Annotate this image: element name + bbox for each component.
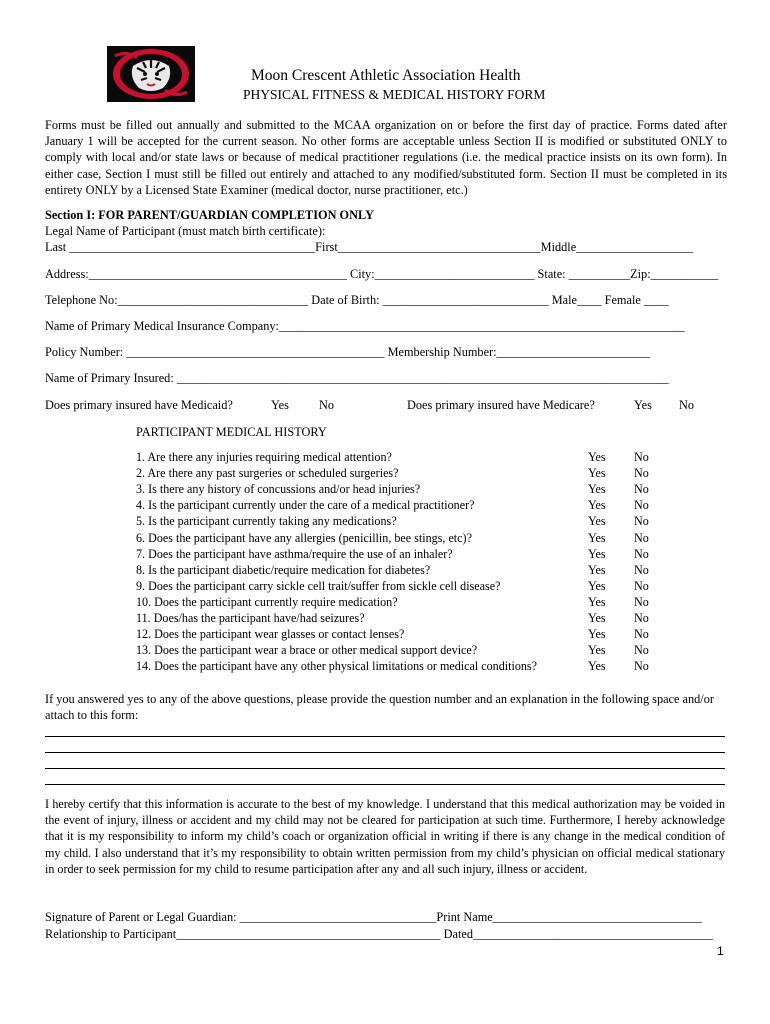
relationship-dated-line[interactable]: Relationship to Participant___________________________________________ Dated_______________________________________ xyxy=(45,927,713,941)
history-question: 10. Does the participant currently require medication? xyxy=(136,594,398,609)
history-question: 8. Is the participant diabetic/require medication for diabetes? xyxy=(136,562,431,577)
history-yes-option[interactable]: Yes xyxy=(588,530,606,545)
medicare-yes-option[interactable]: Yes xyxy=(634,398,652,412)
history-no-option[interactable]: No xyxy=(634,578,649,593)
form-subtitle: PHYSICAL FITNESS & MEDICAL HISTORY FORM xyxy=(243,87,546,102)
history-question: 4. Is the participant currently under the care of a medical practitioner? xyxy=(136,498,475,513)
history-question: 9. Does the participant carry sickle cell trait/suffer from sickle cell disease? xyxy=(136,578,501,593)
history-yes-option[interactable]: Yes xyxy=(588,498,606,513)
history-yes-option[interactable]: Yes xyxy=(588,514,606,529)
history-no-option[interactable]: No xyxy=(634,643,649,658)
form-title: Moon Crescent Athletic Association Health xyxy=(251,67,521,84)
history-no-option[interactable]: No xyxy=(634,659,649,674)
medicare-no-option[interactable]: No xyxy=(679,398,695,412)
history-yes-option[interactable]: Yes xyxy=(588,562,606,577)
history-yes-option[interactable]: Yes xyxy=(588,450,606,464)
name-field-line[interactable]: Last ________________________________________First_________________________________Middle___________________ xyxy=(45,240,693,254)
history-no-option[interactable]: No xyxy=(634,466,649,481)
legal-name-label: Legal Name of Participant (must match birth certificate): xyxy=(45,224,326,238)
history-yes-option[interactable]: Yes xyxy=(588,643,606,658)
medicaid-yes-option[interactable]: Yes xyxy=(271,398,289,412)
history-question: 1. Are there any injuries requiring medical attention? xyxy=(136,450,392,464)
history-question: 2. Are there any past surgeries or scheduled surgeries? xyxy=(136,466,399,481)
history-question: 7. Does the participant have asthma/require the use of an inhaler? xyxy=(136,546,453,561)
history-yes-option[interactable]: Yes xyxy=(588,466,606,481)
history-no-option[interactable]: No xyxy=(634,450,649,464)
history-question: 6. Does the participant have any allergies (penicillin, bee stings, etc)? xyxy=(136,530,472,545)
history-question: 11. Does/has the participant have/had seizures? xyxy=(136,611,365,625)
history-yes-option[interactable]: Yes xyxy=(588,578,606,593)
page-number: 1 xyxy=(717,944,724,958)
history-no-option[interactable]: No xyxy=(634,498,649,513)
explanation-line-2[interactable] xyxy=(45,752,725,753)
medicare-question: Does primary insured have Medicare? xyxy=(407,398,595,412)
history-yes-option[interactable]: Yes xyxy=(588,611,606,625)
intro-paragraph: Forms must be filled out annually and submitted to the MCAA organization on or before the first day of practice. Forms dated after January 1 will be accepted for the current season. No other forms are acceptable unless Section II is modified or substituted ONLY to comply with local and/or state laws or because of medical practitioner regulations (i.e. the medical practice insists on its own form). In either case, Section I must still be filled out entirely and attached to any modified/substituted form. Section II must be completed in its entirety ONLY by a Licensed State Examiner (medical doctor, nurse practitioner, etc.) xyxy=(45,118,727,197)
phone-dob-field-line[interactable]: Telephone No:_______________________________ Date of Birth: ___________________________ Male____ Female ____ xyxy=(45,293,669,307)
history-question: 14. Does the participant have any other physical limitations or medical conditions? xyxy=(136,659,538,674)
explanation-prompt: If you answered yes to any of the above questions, please provide the question number and an explanation in the following space and/or attach to this form: xyxy=(45,692,714,723)
medicaid-question: Does primary insured have Medicaid? xyxy=(45,398,233,412)
history-yes-option[interactable]: Yes xyxy=(588,594,606,609)
history-question: 5. Is the participant currently taking any medications? xyxy=(136,514,397,529)
history-question: 12. Does the participant wear glasses or contact lenses? xyxy=(136,627,405,642)
history-no-option[interactable]: No xyxy=(634,594,649,609)
history-yes-option[interactable]: Yes xyxy=(588,659,606,674)
explanation-line-1[interactable] xyxy=(45,736,725,737)
medicaid-no-option[interactable]: No xyxy=(319,398,335,412)
history-no-option[interactable]: No xyxy=(634,611,649,625)
history-question: 3. Is there any history of concussions and/or head injuries? xyxy=(136,482,421,497)
insurance-company-field-line[interactable]: Name of Primary Medical Insurance Company:__________________________________________________________________ xyxy=(45,319,685,333)
history-question: 13. Does the participant wear a brace or other medical support device? xyxy=(136,643,478,658)
history-yes-option[interactable]: Yes xyxy=(588,482,606,497)
section1-heading: Section I: FOR PARENT/GUARDIAN COMPLETION ONLY xyxy=(45,208,374,222)
explanation-line-4[interactable] xyxy=(45,784,725,785)
history-no-option[interactable]: No xyxy=(634,546,649,561)
history-no-option[interactable]: No xyxy=(634,562,649,577)
tiger-logo xyxy=(107,46,195,102)
certification-paragraph: I hereby certify that this information is accurate to the best of my knowledge. I understand that this medical authorization may be voided in the event of injury, illness or accident and my child may not be cleared for participation at such time. Furthermore, I hereby acknowledge that it is my responsibility to inform my child’s coach or organization official in writing if there is any change in the medical condition of my child. I also understand that it’s my responsibility to obtain written permission from my child’s physician on official medical stationary in order to seek permission for my child to resume participation after any and all such injury, illness or accident. xyxy=(45,797,725,876)
tiger-logo-graphic xyxy=(107,46,195,102)
history-no-option[interactable]: No xyxy=(634,530,649,545)
history-no-option[interactable]: No xyxy=(634,482,649,497)
primary-insured-field-line[interactable]: Name of Primary Insured: ________________________________________________________________________________ xyxy=(45,371,669,385)
medical-history-heading: PARTICIPANT MEDICAL HISTORY xyxy=(136,425,327,439)
explanation-line-3[interactable] xyxy=(45,768,725,769)
signature-print-name-line[interactable]: Signature of Parent or Legal Guardian: ________________________________Print Name__________________________________ xyxy=(45,910,702,924)
address-field-line[interactable]: Address:__________________________________________ City:__________________________ State: __________Zip:___________ xyxy=(45,267,719,281)
history-no-option[interactable]: No xyxy=(634,627,649,642)
policy-membership-field-line[interactable]: Policy Number: __________________________________________ Membership Number:_________________________ xyxy=(45,345,651,359)
history-yes-option[interactable]: Yes xyxy=(588,546,606,561)
history-yes-option[interactable]: Yes xyxy=(588,627,606,642)
history-no-option[interactable]: No xyxy=(634,514,649,529)
